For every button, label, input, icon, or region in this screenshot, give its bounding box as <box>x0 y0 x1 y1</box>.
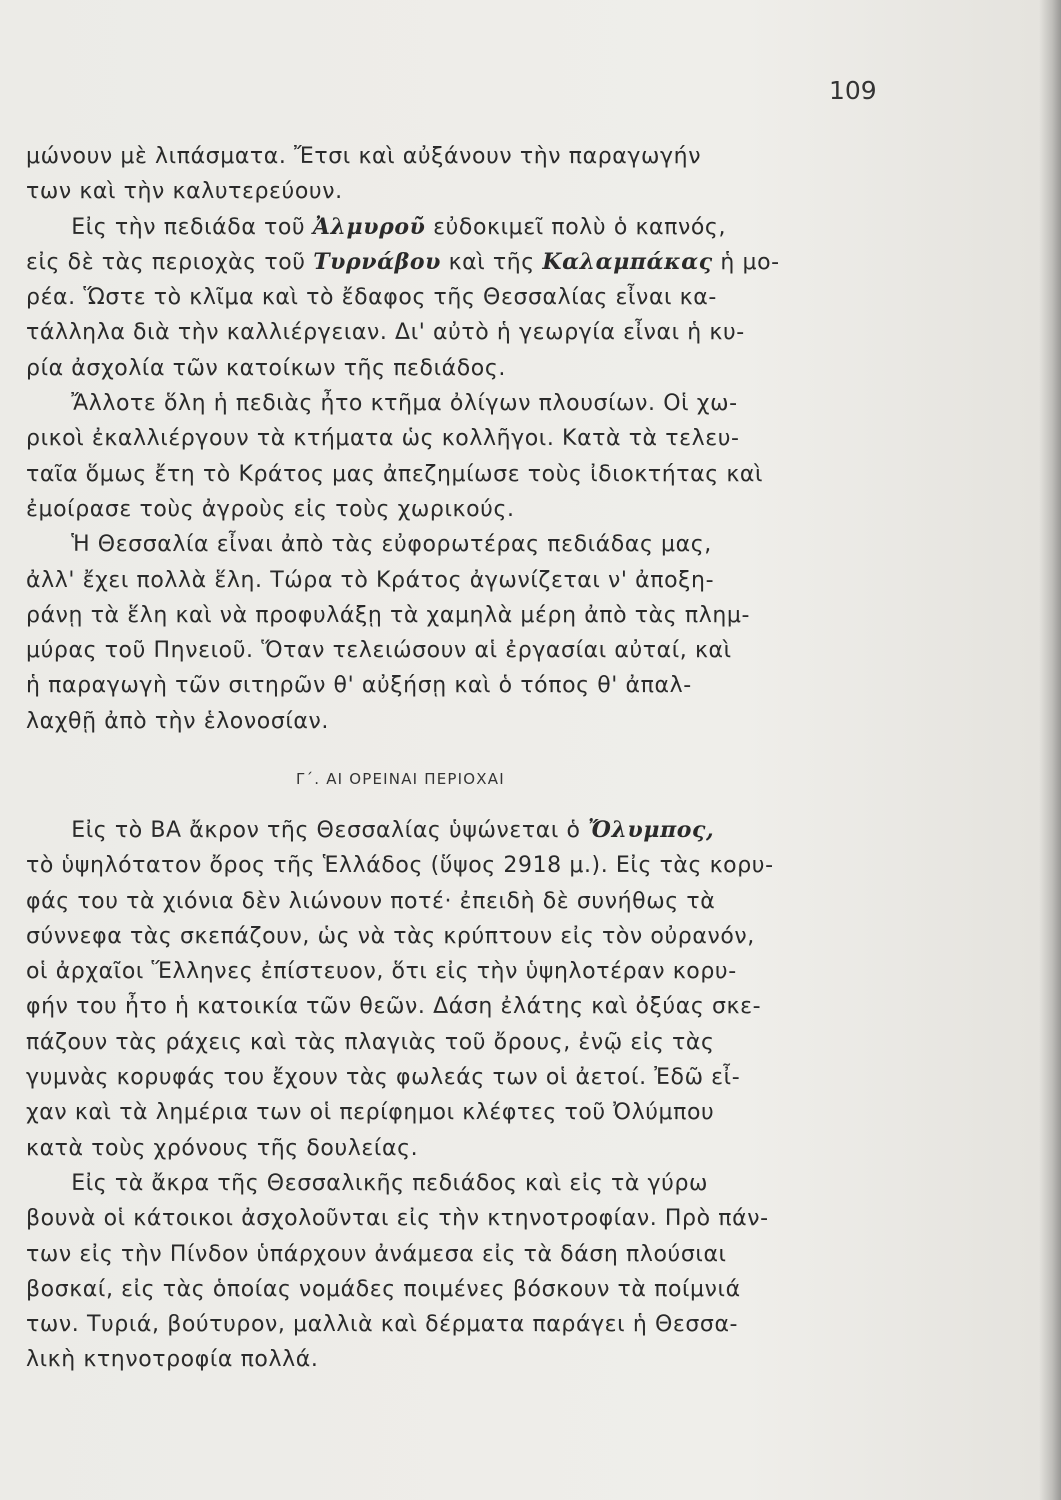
text-segment: φάς του τὰ χιόνια δὲν λιώνουν ποτέ· ἐπειδὴ δὲ συνήθως τὰ <box>26 888 716 914</box>
text-line <box>26 1201 882 1236</box>
text-segment: μύρας τοῦ Πηνειοῦ. Ὅταν τελειώσουν αἱ ἐργασίαι αὐταί, καὶ <box>26 638 732 664</box>
text-line <box>26 210 882 245</box>
text-line <box>26 280 882 315</box>
text-segment: ρικοὶ ἐκαλλιέργουν τὰ κτήματα ὡς κολλῆγοι. Κατὰ τὰ τελευ- <box>26 426 740 452</box>
text-segment: τάλληλα διὰ τὴν καλλιέργειαν. Δι' αὐτὸ ἡ γεωργία εἶναι ἡ κυ- <box>26 320 745 346</box>
text-line <box>26 598 882 633</box>
text-line <box>26 633 882 668</box>
text-segment: ἀλλ' ἔχει πολλὰ ἕλη. Τώρα τὸ Κράτος ἀγωνίζεται ν' ἀποξη- <box>26 567 715 593</box>
text-segment: Εἰς τὸ ΒΑ ἄκρον τῆς Θεσσαλίας ὑψώνεται ὁ <box>26 818 589 843</box>
text-segment: κατὰ τοὺς χρόνους τῆς δουλείας. <box>26 1135 419 1161</box>
text-segment: λαχθῇ ἀπὸ τὴν ἑλονοσίαν. <box>26 708 329 734</box>
text-line <box>26 954 882 989</box>
text-line <box>26 245 882 280</box>
text-segment: ρέα. Ὥστε τὸ κλῖμα καὶ τὸ ἔδαφος τῆς Θεσσαλίας εἶναι κα- <box>26 285 717 311</box>
text-segment: Εἰς τὰ ἄκρα τῆς Θεσσαλικῆς πεδιάδος καὶ εἰς τὰ γύρω <box>26 1170 709 1196</box>
text-segment: πάζουν τὰς ράχεις καὶ τὰς πλαγιὰς τοῦ ὄρους, ἐνῷ εἰς τὰς <box>26 1029 715 1055</box>
text-line <box>26 421 882 456</box>
text-line <box>26 174 882 209</box>
text-segment: Ἄλλοτε ὅλη ἡ πεδιὰς ἦτο κτῆμα ὀλίγων πλουσίων. Οἱ χω- <box>26 391 738 417</box>
body-text-bottom <box>26 813 882 1378</box>
text-line <box>26 492 882 527</box>
text-line <box>26 1237 882 1272</box>
text-line <box>26 813 882 848</box>
text-segment: Ἡ Θεσσαλία εἶναι ἀπὸ τὰς εὐφορωτέρας πεδιάδας μας, <box>26 532 712 558</box>
text-segment: εὐδοκιμεῖ πολὺ ὁ καπνός, <box>425 214 727 240</box>
text-line <box>26 139 882 174</box>
body-text-top <box>26 139 882 739</box>
text-line <box>26 1131 882 1166</box>
emphasized-name: Ἀλμυροῦ <box>312 213 426 240</box>
text-segment: μώνουν μὲ λιπάσματα. Ἔτσι καὶ αὐξάνουν τὴν παραγωγήν <box>26 144 702 169</box>
text-line <box>26 1060 882 1095</box>
text-segment: ἐμοίρασε τοὺς ἀγροὺς εἰς τοὺς χωρικούς. <box>26 496 515 522</box>
text-segment: των εἰς τὴν Πίνδον ὑπάρχουν ἀνάμεσα εἰς τὰ δάση πλούσιαι <box>26 1241 727 1267</box>
text-line <box>26 563 882 598</box>
text-segment: λικὴ κτηνοτροφία πολλά. <box>26 1347 319 1373</box>
text-segment: γυμνὰς κορυφάς του ἔχουν τὰς φωλεάς των οἱ ἀετοί. Ἐδῶ εἶ- <box>26 1065 741 1091</box>
text-line <box>26 1272 882 1307</box>
text-segment: των. Τυριά, βούτυρον, μαλλιὰ καὶ δέρματα παράγει ἡ Θεσσα- <box>26 1312 739 1338</box>
text-line <box>26 527 882 562</box>
text-line <box>26 919 882 954</box>
text-line <box>26 1307 882 1342</box>
page-number: 109 <box>829 76 877 105</box>
text-segment: χαν καὶ τὰ λημέρια των οἱ περίφημοι κλέφτες τοῦ Ὀλύμπου <box>26 1100 715 1126</box>
text-segment: Εἰς τὴν πεδιάδα τοῦ <box>26 214 313 240</box>
text-segment: ράνῃ τὰ ἕλη καὶ νὰ προφυλάξῃ τὰ χαμηλὰ μέρη ἀπὸ τὰς πλημ- <box>26 602 750 628</box>
text-line <box>26 351 882 386</box>
text-segment: ἡ μο- <box>712 249 780 275</box>
emphasized-name: Καλαμπάκας <box>542 248 713 275</box>
emphasized-name: Τυρνάβου <box>313 248 441 275</box>
text-line <box>26 1095 882 1130</box>
text-line <box>26 386 882 421</box>
text-line <box>26 1342 882 1377</box>
text-segment: ρία ἀσχολία τῶν κατοίκων τῆς πεδιάδος. <box>26 355 506 381</box>
text-segment: βουνὰ οἱ κάτοικοι ἀσχολοῦνται εἰς τὴν κτηνοτροφίαν. Πρὸ πάν- <box>26 1206 769 1232</box>
text-line <box>26 1166 882 1201</box>
text-segment: ἡ παραγωγὴ τῶν σιτηρῶν θ' αὐξήσῃ καὶ ὁ τόπος θ' ἀπαλ- <box>26 673 692 699</box>
text-segment: σύννεφα τὰς σκεπάζουν, ὡς νὰ τὰς κρύπτουν εἰς τὸν οὐρανόν, <box>26 923 755 949</box>
text-segment: φήν του ἦτο ἡ κατοικία τῶν θεῶν. Δάση ἐλάτης καὶ ὀξύας σκε- <box>26 994 762 1020</box>
text-line <box>26 989 882 1024</box>
text-segment: ταῖα ὅμως ἔτη τὸ Κράτος μας ἀπεζημίωσε τοὺς ἰδιοκτήτας καὶ <box>26 461 764 487</box>
emphasized-name: Ὄλυμπος, <box>588 817 715 843</box>
text-segment: εἰς δὲ τὰς περιοχὰς τοῦ <box>26 249 314 275</box>
text-line <box>26 704 882 739</box>
text-segment: οἱ ἀρχαῖοι Ἕλληνες ἐπίστευον, ὅτι εἰς τὴν ὑψηλοτέραν κορυ- <box>26 959 737 985</box>
text-line <box>26 315 882 350</box>
text-segment: βοσκαί, εἰς τὰς ὁποίας νομάδες ποιμένες βόσκουν τὰ ποίμνιά <box>26 1276 741 1302</box>
section-heading: Γ΄. ΑΙ ΟΡΕΙΝΑΙ ΠΕΡΙΟΧΑΙ <box>296 770 505 788</box>
text-segment: των καὶ τὴν καλυτερεύουν. <box>26 179 343 205</box>
text-line <box>26 848 882 883</box>
text-line <box>26 884 882 919</box>
text-line <box>26 457 882 492</box>
text-line <box>26 668 882 703</box>
text-segment: καὶ τῆς <box>441 249 543 275</box>
text-segment: τὸ ὑψηλότατον ὄρος τῆς Ἑλλάδος (ὕψος 2918 μ.). Εἰς τὰς κορυ- <box>26 853 774 879</box>
text-line <box>26 1025 882 1060</box>
page-gutter-shadow <box>1039 0 1061 1500</box>
